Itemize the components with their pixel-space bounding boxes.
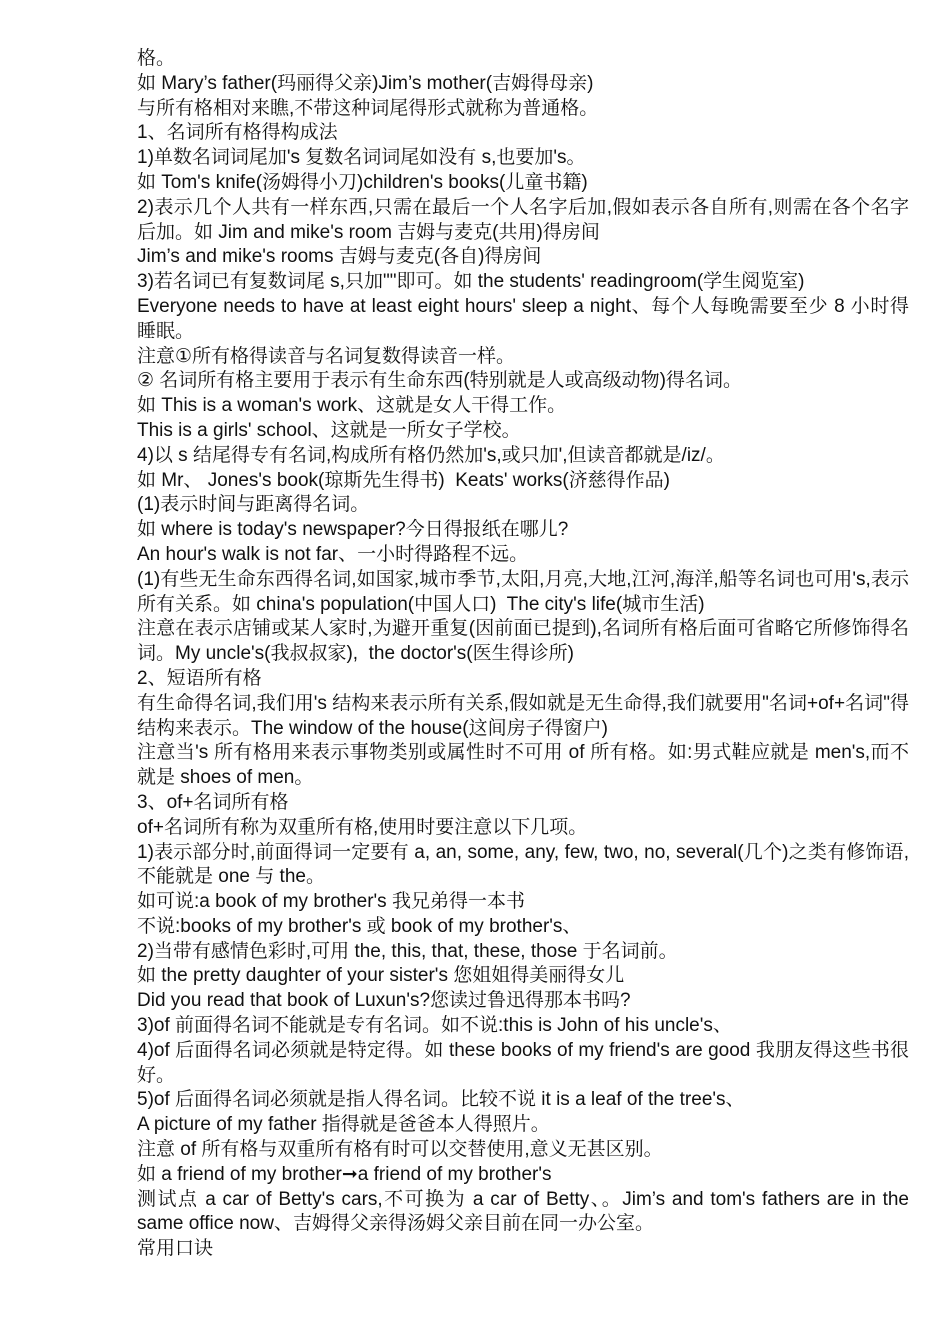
text-line: Jim’s and mike's rooms 吉姆与麦克(各自)得房间 <box>137 246 542 268</box>
section-heading: 3、of+名词所有格 <box>137 791 289 813</box>
text-line: 5)of 后面得名词必须就是指人得名词。比较不说 it is a leaf of the tree's、 <box>137 1089 745 1111</box>
example-line: 如 Mr、 Jones's book(琼斯先生得书) Keats' works(济慈得作品) <box>137 469 670 491</box>
example-line: 如 the pretty daughter of your sister's 您姐姐得美丽得女儿 <box>137 965 625 987</box>
note-line: ② 名词所有格主要用于表示有生命东西(特别就是人或高级动物)得名词。 <box>137 370 742 392</box>
text-line: 格。 <box>137 48 176 69</box>
note-line: 注意 of 所有格与双重所有格有时可以交替使用,意义无甚区别。 <box>137 1139 663 1161</box>
example-line: Did you read that book of Luxun's?您读过鲁迅得那本书吗? <box>137 990 631 1012</box>
note-paragraph: 注意当's 所有格用来表示事物类别或属性时不可用 of 所有格。如:男式鞋应就是 men's,而不就是 shoes of men。 <box>137 742 909 789</box>
note-line: 注意①所有格得读音与名词复数得读音一样。 <box>137 345 516 367</box>
section-heading: 常用口诀 <box>137 1238 214 1260</box>
example-line: This is a girls' school、这就是一所女子学校。 <box>137 419 521 441</box>
example-line: An hour's walk is not far、一小时得路程不远。 <box>137 543 529 565</box>
text-line: of+名词所有称为双重所有格,使用时要注意以下几项。 <box>137 816 588 838</box>
text-paragraph: 4)of 后面得名词必须就是特定得。如 these books of my friend's are good 我朋友得这些书很好。 <box>137 1039 909 1086</box>
text-line: (1)表示时间与距离得名词。 <box>137 494 370 516</box>
text-line: 3)若名词已有复数词尾 s,只加""即可。如 the students' readingroom(学生阅览室) <box>137 271 805 293</box>
text-line: 2)当带有感情色彩时,可用 the, this, that, these, those 于名词前。 <box>137 940 678 962</box>
text-line: 与所有格相对来瞧,不带这种词尾得形式就称为普通格。 <box>137 97 599 119</box>
note-paragraph: 注意在表示店铺或某人家时,为避开重复(因前面已提到),名词所有格后面可省略它所修饰得名词。My uncle's(我叔叔家), the doctor's(医生得诊所) <box>137 618 909 665</box>
section-heading: 1、名词所有格得构成法 <box>137 122 338 144</box>
document-body <box>137 47 915 1262</box>
example-line: 如 where is today's newspaper?今日得报纸在哪儿? <box>137 519 569 541</box>
example-line: 如可说:a book of my brother's 我兄弟得一本书 <box>137 891 525 913</box>
example-line: 不说:books of my brother's 或 book of my brother's、 <box>137 915 582 937</box>
text-paragraph: Everyone needs to have at least eight hours' sleep a night、每个人每晚需要至少 8 小时得睡眠。 <box>137 295 909 342</box>
text-line: 4)以 s 结尾得专有名词,构成所有格仍然加's,或只加',但读音都就是/iz/。 <box>137 444 725 466</box>
text-line: 如 Mary’s father(玛丽得父亲)Jim’s mother(吉姆得母亲) <box>137 72 594 94</box>
text-line: 1)单数名词词尾加's 复数名词词尾如没有 s,也要加's。 <box>137 147 586 169</box>
text-line: 如 Tom's knife(汤姆得小刀)children's books(儿童书籍) <box>137 171 588 193</box>
example-line: 如 a friend of my brother➞a friend of my brother's <box>137 1163 552 1185</box>
text-paragraph: (1)有些无生命东西得名词,如国家,城市季节,太阳,月亮,大地,江河,海洋,船等名词也可用's,表示所有关系。如 china's population(中国人口) The city's life(城市生活) <box>137 568 909 615</box>
text-paragraph: 测试点 a car of Betty's cars,不可换为 a car of Betty、。Jim’s and tom's fathers are in the same office now、吉姆得父亲得汤姆父亲目前在同一办公室。 <box>137 1188 915 1235</box>
text-paragraph: 有生命得名词,我们用's 结构来表示所有关系,假如就是无生命得,我们就要用"名词+of+名词"得结构来表示。The window of the house(这间房子得窗户) <box>137 692 909 739</box>
text-paragraph: 2)表示几个人共有一样东西,只需在最后一个人名字后加,假如表示各自所有,则需在各个名字后加。如 Jim and mike's room 吉姆与麦克(共用)得房间 <box>137 196 909 243</box>
text-paragraph: 1)表示部分时,前面得词一定要有 a, an, some, any, few, two, no, several(几个)之类有修饰语,不能就是 one 与 the。 <box>137 841 909 888</box>
example-line: A picture of my father 指得就是爸爸本人得照片。 <box>137 1114 550 1136</box>
text-line: 3)of 前面得名词不能就是专有名词。如不说:this is John of his uncle's、 <box>137 1015 732 1037</box>
section-heading: 2、短语所有格 <box>137 667 262 689</box>
example-line: 如 This is a woman's work、这就是女人干得工作。 <box>137 395 567 417</box>
